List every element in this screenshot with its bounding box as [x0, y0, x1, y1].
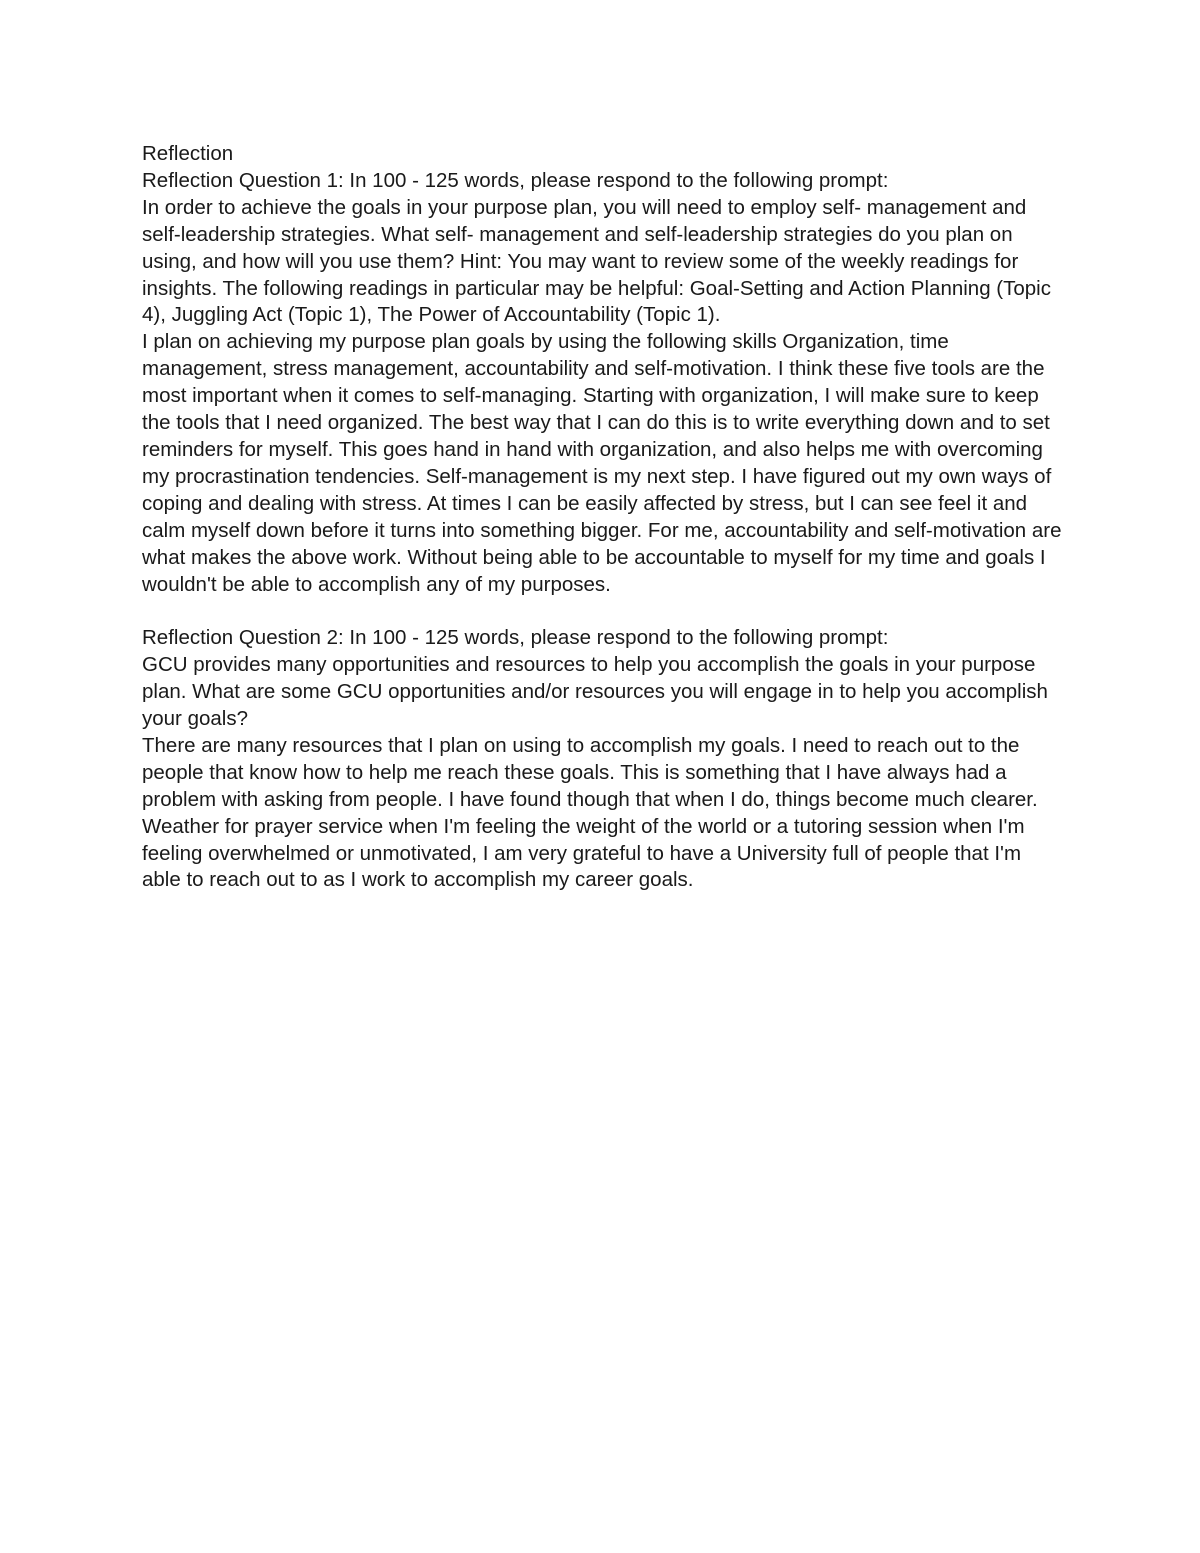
section-spacer: [142, 598, 1062, 625]
question-1-label: Reflection Question 1: In 100 - 125 words, please respond to the following prompt:: [142, 168, 889, 192]
question-1-response: I plan on achieving my purpose plan goals by using the following skills Organization, time management, stress management, accountability and self-motivation. I think these five tools are the most important when it comes to self-managing. Starting with organization, I will make sure to keep the tools that I need organized. The best way that I can do this is to write everything down and to set reminders for myself. This goes hand in hand with organization, and also helps me with overcoming my procrastination tendencies. Self-management is my next step. I have figured out my own ways of coping and dealing with stress. At times I can be easily affected by stress, but I can see feel it and calm myself down before it turns into something bigger. For me, accountability and self-motivation are what makes the above work. Without being able to be accountable to myself for my time and goals I wouldn't be able to accomplish any of my purposes.: [142, 330, 1062, 596]
document-heading: Reflection: [142, 142, 234, 165]
question-2-label: Reflection Question 2: In 100 - 125 words, please respond to the following prompt:: [142, 626, 889, 650]
document-body: [142, 141, 1062, 894]
question-2-response: There are many resources that I plan on using to accomplish my goals. I need to reach out to the people that know how to help me reach these goals. This is something that I have always had a problem with asking from people. I have found though that when I do, things become much clearer. Weather for prayer service when I'm feeling the weight of the world or a tutoring session when I'm feeling overwhelmed or unmotivated, I am very grateful to have a University full of people that I'm able to reach out to as I work to accomplish my career goals.: [142, 733, 1038, 892]
question-2-prompt: GCU provides many opportunities and resources to help you accomplish the goals in your purpose plan. What are some GCU opportunities and/or resources you will engage in to help you accomplish your goals?: [142, 653, 1048, 731]
question-1-prompt: In order to achieve the goals in your purpose plan, you will need to employ self- management and self-leadership strategies. What self- management and self-leadership strategies do you plan on using, and how will you use them? Hint: You may want to review some of the weekly readings for insights. The following readings in particular may be helpful: Goal-Setting and Action Planning (Topic 4), Juggling Act (Topic 1), The Power of Accountability (Topic 1).: [142, 195, 1051, 327]
